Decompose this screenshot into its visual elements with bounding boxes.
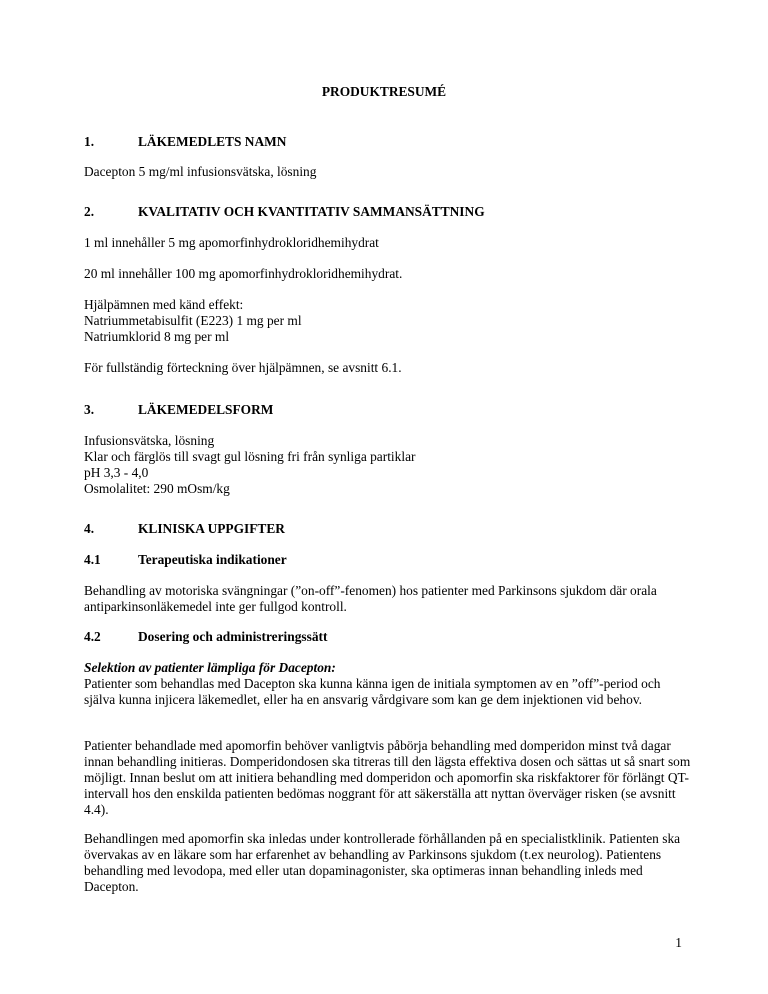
section-4-number: 4. [84,521,95,536]
form-line-1: Infusionsvätska, lösning [84,433,215,448]
section-4-1-number: 4.1 [84,552,101,567]
composition-line-2: 20 ml innehåller 100 mg apomorfinhydrokloridhemihydrat. [84,266,403,281]
patient-selection-subheading: Selektion av patienter lämpliga för Dacepton: [84,660,336,675]
excipients-label: Hjälpämnen med känd effekt: [84,297,244,312]
dosage-paragraph-1: Patienter som behandlas med Dacepton ska kunna känna igen de initiala symptomen av en ”off”-period och själva kunna injicera läkemedlet, eller ha en ansvarig vårdgivare som kan ge dem injektionen vid behov. [84,676,661,707]
form-line-2: Klar och färglös till svagt gul lösning fri från synliga partiklar [84,449,416,464]
section-1-heading: LÄKEMEDLETS NAMN [138,134,287,149]
section-4-2-number: 4.2 [84,629,101,644]
product-name: Dacepton 5 mg/ml infusionsvätska, lösning [84,164,317,179]
document-title: PRODUKTRESUMÉ [321,84,447,99]
section-2-heading: KVALITATIV OCH KVANTITATIV SAMMANSÄTTNING [138,204,485,219]
section-3-number: 3. [84,402,95,417]
excipient-2: Natriumklorid 8 mg per ml [84,329,230,344]
section-3-heading: LÄKEMEDELSFORM [138,402,274,417]
composition-line-1: 1 ml innehåller 5 mg apomorfinhydrokloridhemihydrat [84,235,379,250]
section-4-2-heading: Dosering och administreringssätt [138,629,328,644]
indications-text: Behandling av motoriska svängningar (”on-off”-fenomen) hos patienter med Parkinsons sjukdom där orala antiparkinsonläkemedel inte ger fullgod kontroll. [84,583,657,614]
dosage-paragraph-2: Patienter behandlade med apomorfin behöver vanligtvis påbörja behandling med domperidon minst två dagar innan behandling initieras. Domperidondosen ska titreras till den lägsta effektiva dosen och sättas ut så snart som möjligt. Innan beslut om att initiera behandling med domperidon och apomorfin ska riskfaktorer för förlängt QT-intervall hos den enskilda patienten bedömas noggrant för att säkerställa att nyttan överväger risken (se avsnitt 4.4). [84,738,691,817]
section-1-number: 1. [84,134,95,149]
section-4-heading: KLINISKA UPPGIFTER [138,521,285,536]
excipients-reference: För fullständig förteckning över hjälpämnen, se avsnitt 6.1. [84,360,402,375]
form-line-3: pH 3,3 - 4,0 [84,465,149,480]
section-2-number: 2. [84,204,95,219]
form-line-4: Osmolalitet: 290 mOsm/kg [84,481,230,496]
page-number: 1 [675,935,682,950]
section-4-1-heading: Terapeutiska indikationer [138,552,287,567]
excipient-1: Natriummetabisulfit (E223) 1 mg per ml [84,313,302,328]
dosage-paragraph-3: Behandlingen med apomorfin ska inledas under kontrollerade förhållanden på en specialistklinik. Patienten ska övervakas av en läkare som har erfarenhet av behandling av Parkinsons sjukdom (t.ex neurolog). Patientens behandling med levodopa, med eller utan dopaminagonister, ska optimeras innan behandling inleds med Dacepton. [84,831,681,894]
